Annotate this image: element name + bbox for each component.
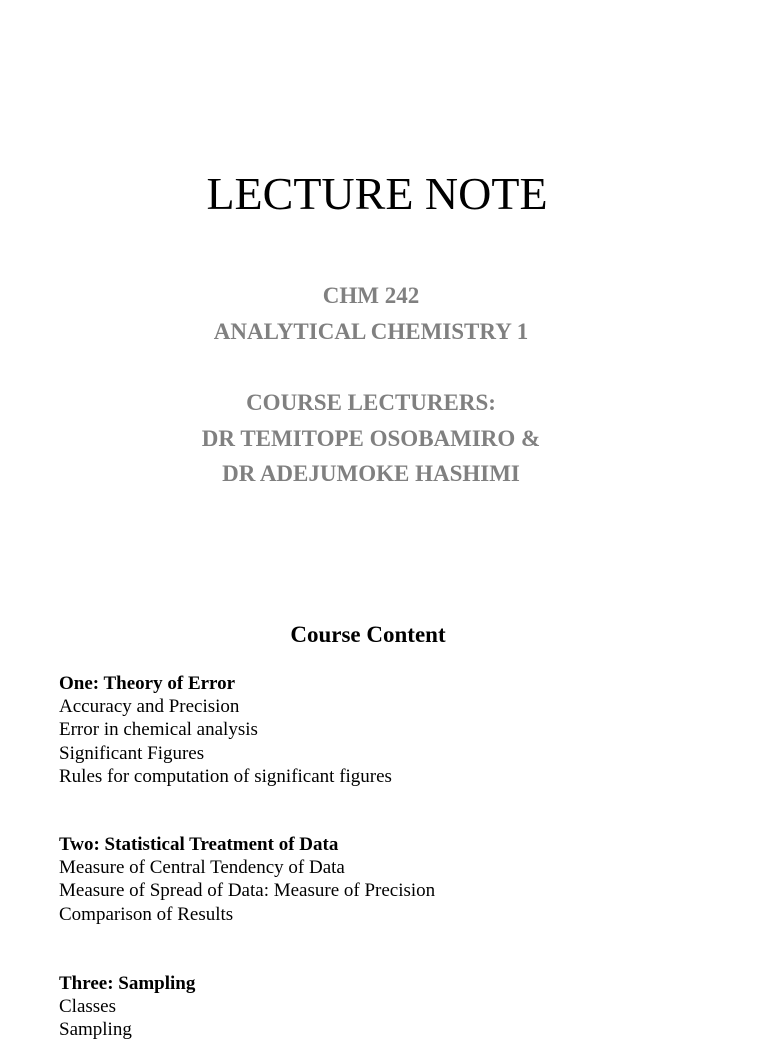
section-item: Sampling [59,1019,132,1041]
section-item: Measure of Spread of Data: Measure of Precision [59,880,436,902]
section-item: Classes [59,996,116,1018]
content-section-three [59,972,195,1042]
lecturer-name: DR ADEJUMOKE HASHIMI [222,461,520,487]
section-item: Rules for computation of significant figures [59,765,392,787]
section-item: Measure of Central Tendency of Data [59,857,345,879]
lecturers-label: COURSE LECTURERS: [246,390,496,415]
section-item: Error in chemical analysis [59,719,258,741]
content-section-one [59,672,392,788]
section-item: Significant Figures [59,742,205,764]
section-title: One: Theory of Error [59,673,236,694]
course-content-heading: Course Content [290,622,446,647]
course-code: CHM 242 [322,283,420,308]
course-lecturers [0,385,742,492]
course-name: ANALYTICAL CHEMISTRY 1 [213,318,529,344]
section-item: Comparison of Results [59,903,234,925]
course-info [0,278,742,349]
section-title: Two: Statistical Treatment of Data [59,834,339,855]
section-title: Three: Sampling [59,973,196,994]
lecturer-name: DR TEMITOPE OSOBAMIRO & [201,425,541,451]
section-item: Accuracy and Precision [59,696,240,718]
document-title: LECTURE NOTE [206,168,548,219]
content-section-two [59,833,435,926]
